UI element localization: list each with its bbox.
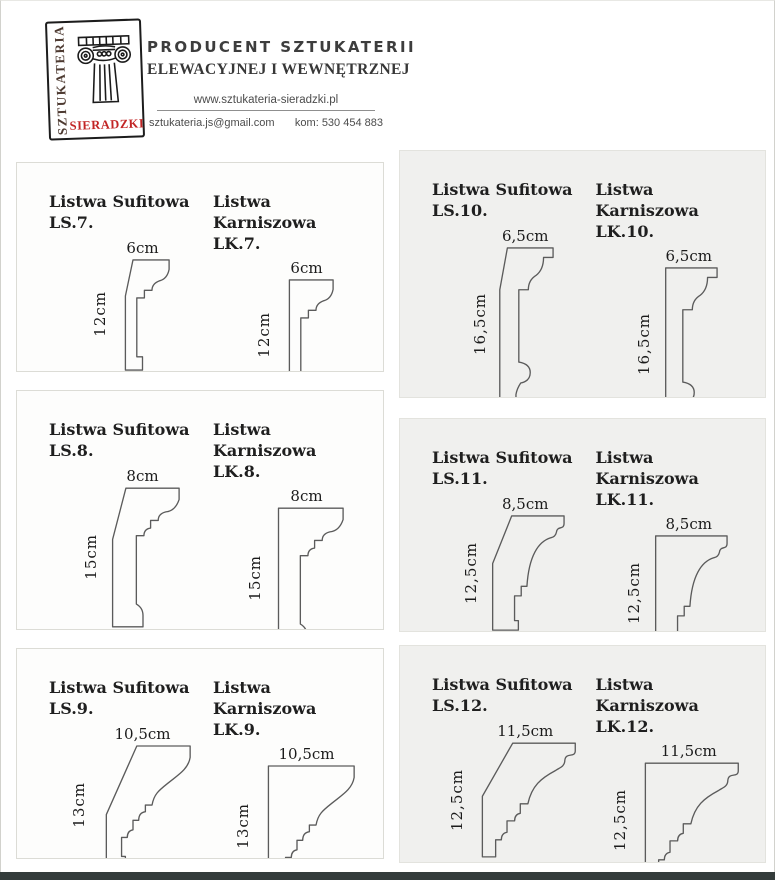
height-dimension-label: 12,5cm	[447, 768, 466, 831]
product-code: LS.12.	[432, 695, 488, 715]
width-dimension-label: 10,5cm	[114, 724, 171, 743]
product-lk11	[596, 448, 760, 631]
panel-ls7-lk7	[16, 162, 384, 372]
product-lk7	[213, 192, 377, 371]
product-code: LK.8.	[213, 461, 261, 481]
height-dimension-label: 15cm	[81, 533, 100, 580]
logo-brand-text: SIERADZKI	[69, 116, 145, 133]
header	[147, 38, 416, 129]
product-code: LS.11.	[432, 468, 488, 488]
height-dimension-label: 13cm	[233, 803, 252, 849]
width-dimension-label: 6cm	[290, 259, 323, 278]
product-type: Listwa Sufitowa	[432, 448, 573, 467]
logo-vertical-text: SZTUKATERIA	[51, 24, 70, 136]
ionic-column-icon	[70, 25, 139, 115]
product-type: Listwa Karniszowa	[213, 678, 317, 718]
width-dimension-label: 10,5cm	[278, 745, 335, 764]
height-dimension-label: 12,5cm	[625, 562, 644, 625]
company-subtitle: ELEWACYJNEJ I WEWNĘTRZNEJ	[147, 61, 410, 78]
product-type: Listwa Karniszowa	[595, 180, 699, 220]
panel-ls9-lk9	[16, 648, 384, 859]
molding-profile-drawing	[634, 761, 743, 863]
molding-profile-drawing	[269, 506, 345, 630]
product-code: LK.10.	[595, 221, 655, 241]
height-dimension-label: 12,5cm	[611, 789, 630, 852]
product-ls12	[432, 675, 596, 862]
product-lk12	[596, 675, 760, 862]
molding-profile-drawing	[658, 266, 720, 398]
width-dimension-label: 8,5cm	[502, 494, 549, 513]
height-dimension-label: 12cm	[91, 291, 109, 337]
molding-profile-drawing	[648, 534, 729, 632]
product-code: LK.9.	[213, 719, 261, 739]
company-logo	[45, 18, 145, 140]
product-lk8	[213, 420, 377, 629]
molding-profile-drawing	[485, 514, 566, 632]
width-dimension-label: 6cm	[126, 238, 159, 257]
product-type: Listwa Karniszowa	[213, 192, 317, 232]
product-type: Listwa Karniszowa	[595, 675, 699, 715]
width-dimension-label: 8cm	[126, 466, 159, 485]
molding-profile-drawing	[93, 744, 193, 859]
height-dimension-label: 16,5cm	[634, 313, 653, 376]
width-dimension-label: 11,5cm	[497, 721, 554, 740]
header-divider	[157, 110, 375, 111]
company-title: PRODUCENT SZTUKATERII	[147, 38, 416, 56]
product-code: LS.10.	[432, 200, 488, 220]
molding-profile-drawing	[471, 741, 580, 860]
footer-bar	[0, 872, 775, 880]
product-code: LS.9.	[49, 698, 94, 718]
product-type: Listwa Karniszowa	[213, 420, 317, 460]
width-dimension-label: 11,5cm	[660, 742, 717, 761]
width-dimension-label: 8,5cm	[665, 515, 712, 534]
molding-profile-drawing	[114, 258, 171, 372]
width-dimension-label: 6,5cm	[502, 226, 549, 245]
height-dimension-label: 13cm	[69, 782, 88, 828]
product-type: Listwa Sufitowa	[432, 675, 573, 694]
molding-profile-drawing	[278, 278, 335, 372]
panel-ls11-lk11	[399, 418, 766, 632]
product-lk10	[596, 180, 760, 397]
panel-ls10-lk10	[399, 150, 766, 398]
width-dimension-label: 6,5cm	[665, 247, 712, 266]
width-dimension-label: 8cm	[290, 487, 323, 506]
molding-profile-drawing	[257, 764, 357, 859]
molding-profile-drawing	[105, 486, 181, 629]
product-ls10	[432, 180, 596, 397]
panel-ls12-lk12	[399, 645, 766, 863]
product-type: Listwa Sufitowa	[49, 192, 190, 211]
product-code: LS.7.	[49, 212, 94, 232]
height-dimension-label: 16,5cm	[471, 292, 490, 355]
product-type: Listwa Sufitowa	[432, 180, 573, 199]
website-text: www.sztukateria-sieradzki.pl	[193, 94, 339, 106]
height-dimension-label: 15cm	[245, 554, 264, 601]
product-lk9	[213, 678, 377, 858]
product-code: LK.11.	[595, 489, 655, 509]
email-text: sztukateria.js@gmail.com	[149, 117, 275, 129]
height-dimension-label: 12,5cm	[461, 541, 480, 604]
product-code: LK.12.	[595, 716, 655, 736]
product-type: Listwa Karniszowa	[595, 448, 699, 488]
phone-text: kom: 530 454 883	[294, 117, 383, 129]
height-dimension-label: 12cm	[255, 312, 273, 358]
product-ls8	[49, 420, 213, 629]
panel-ls8-lk8	[16, 390, 384, 630]
product-code: LK.7.	[213, 233, 261, 253]
molding-profile-drawing	[494, 246, 556, 398]
product-ls7	[49, 192, 213, 371]
product-code: LS.8.	[49, 440, 94, 460]
product-type: Listwa Sufitowa	[49, 420, 190, 439]
product-type: Listwa Sufitowa	[49, 678, 190, 697]
product-ls9	[49, 678, 213, 858]
product-ls11	[432, 448, 596, 631]
